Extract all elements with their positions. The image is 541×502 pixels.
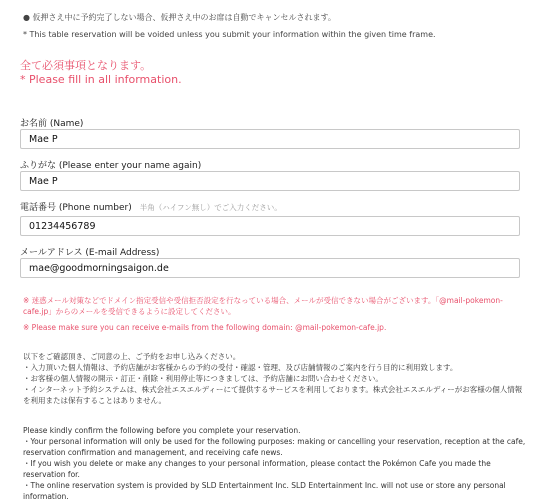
policy-jp-line: ・お客様の個人情報の開示・訂正・削除・利用停止等につきましては、予約店舗にお問い合わせください。 bbox=[23, 374, 383, 383]
privacy-policy-jp bbox=[23, 351, 528, 406]
notice-en-text: This table reservation will be voided unless you submit your information within the given time frame. bbox=[29, 30, 436, 39]
furigana-field[interactable]: Mae P bbox=[20, 171, 520, 191]
phone-label-text: 電話番号 (Phone number) bbox=[20, 203, 132, 213]
notice-en bbox=[23, 30, 436, 39]
bullet: ● bbox=[23, 13, 33, 22]
phone-hint: 半角（ハイフン無し）でご入力ください。 bbox=[139, 203, 282, 212]
name-label: お名前 (Name) bbox=[20, 119, 84, 129]
policy-en-line: ・The online reservation system is provided by SLD Entertainment Inc. SLD Entertainment Inc. will not use or store any personal information. bbox=[23, 481, 506, 501]
notice-jp-text: 仮押さえ中に予約完了しない場合、仮押さえ中のお席は自動でキャンセルされます。 bbox=[32, 13, 336, 22]
phone-field[interactable]: 01234456789 bbox=[20, 216, 520, 236]
policy-jp-line: 以下をご確認頂き、ご同意の上、ご予約をお申し込みください。 bbox=[23, 352, 241, 361]
email-field[interactable]: mae@goodmorningsaigon.de bbox=[20, 258, 520, 278]
name-field[interactable]: Mae P bbox=[20, 129, 520, 149]
email-warning-en: ※ Please make sure you can receive e-mails from the following domain: @mail-pokemon-cafe.jp. bbox=[23, 323, 387, 332]
notice-jp bbox=[23, 12, 336, 23]
required-notice-jp: 全て必須事項となります。 bbox=[20, 59, 152, 72]
email-warning-jp: ※ 迷惑メール対策などでドメイン指定受信や受信拒否設定を行なっている場合、メールが受信できない場合がございます。「@mail-pokemon-cafe.jp」からのメールを受信できるように設定してください。 bbox=[23, 296, 503, 316]
policy-en-line: ・Your personal information will only be used for the following purposes: making or cancelling your reservation, reception at the cafe, reservation confirmation and management, and receiving cafe news. bbox=[23, 437, 526, 457]
privacy-policy-en bbox=[23, 425, 528, 502]
policy-en-line: ・If you wish you delete or make any changes to your personal information, please contact the Pokémon Cafe you made the reservation for. bbox=[23, 459, 491, 479]
policy-jp-line: ・インターネット予約システムは、株式会社エスエルディーにて提供するサービスを利用しております。株式会社エスエルディーがお客様の個人情報を利用または保有することはありません。 bbox=[23, 385, 523, 405]
phone-label bbox=[20, 200, 282, 213]
asterisk: * bbox=[23, 30, 30, 39]
required-notice-en: * Please fill in all information. bbox=[20, 73, 182, 86]
policy-jp-line: ・入力頂いた個人情報は、予約店舗がお客様からの予約の受付・確認・管理、及び店舗情報のご案内を行う目的に利用致します。 bbox=[23, 363, 458, 372]
policy-en-line: Please kindly confirm the following before you complete your reservation. bbox=[23, 426, 301, 435]
email-label: メールアドレス (E-mail Address) bbox=[20, 248, 160, 258]
furigana-label: ふりがな (Please enter your name again) bbox=[20, 161, 202, 171]
